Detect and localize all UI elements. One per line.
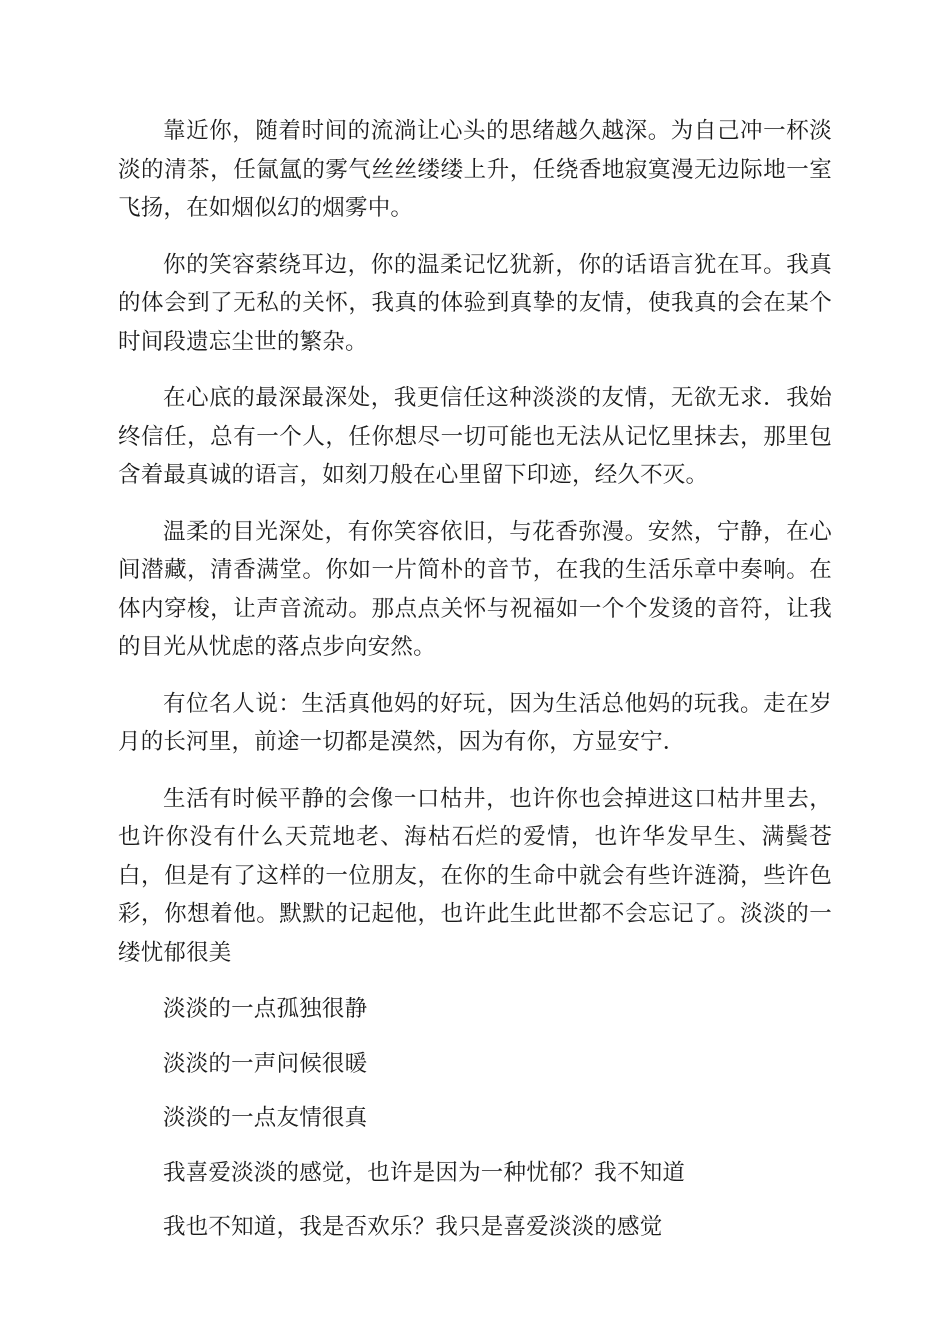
document-page — [118, 112, 832, 1263]
paragraph-3: 在心底的最深最深处，我更信任这种淡淡的友情，无欲无求．我始终信任，总有一个人，任你想尽一切可能也无法从记忆里抹去，那里包含着最真诚的语言，如刻刀般在心里留下印迹，经久不灭。 — [118, 385, 832, 488]
paragraph-6: 生活有时候平静的会像一口枯井，也许你也会掉进这口枯井里去，也许你没有什么天荒地老、海枯石烂的爱情，也许华发早生、满鬓苍白，但是有了这样的一位朋友，在你的生命中就会有些许涟漪，些许色彩，你想着他。默默的记起他，也许此生此世都不会忘记了。淡淡的一缕忧郁很美 — [118, 785, 832, 966]
paragraph-1: 靠近你，随着时间的流淌让心头的思绪越久越深。为自己冲一杯淡淡的清茶，任氤氲的雾气丝丝缕缕上升，任绕香地寂寞漫无边际地一室飞扬，在如烟似幻的烟雾中。 — [118, 118, 832, 221]
paragraph-11: 我也不知道，我是否欢乐？我只是喜爱淡淡的感觉 — [163, 1214, 663, 1240]
paragraph-2: 你的笑容萦绕耳边，你的温柔记忆犹新，你的话语言犹在耳。我真的体会到了无私的关怀，我真的体验到真挚的友情，使我真的会在某个时间段遗忘尘世的繁杂。 — [118, 251, 832, 355]
paragraph-4: 温柔的目光深处，有你笑容依旧，与花香弥漫。安然，宁静，在心间潜藏，清香满堂。你如一片简朴的音节，在我的生活乐章中奏响。在体内穿梭，让声音流动。那点点关怀与祝福如一个个发烫的音符，让我的目光从忧虑的落点步向安然。 — [118, 518, 832, 660]
paragraph-7: 淡淡的一点孤独很静 — [163, 996, 368, 1022]
paragraph-8: 淡淡的一声问候很暖 — [163, 1050, 368, 1077]
paragraph-10: 我喜爱淡淡的感觉，也许是因为一种忧郁？我不知道 — [163, 1159, 686, 1186]
paragraph-5: 有位名人说：生活真他妈的好玩，因为生活总他妈的玩我。走在岁月的长河里，前途一切都是漠然，因为有你，方显安宁． — [118, 690, 832, 755]
paragraph-9: 淡淡的一点友情很真 — [163, 1105, 368, 1131]
